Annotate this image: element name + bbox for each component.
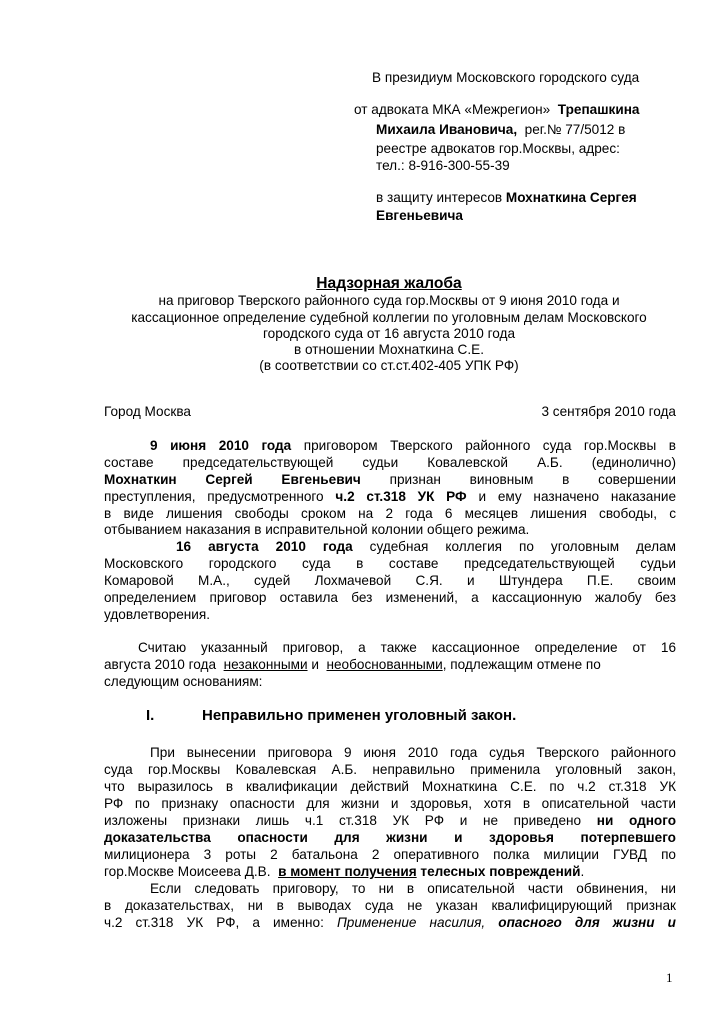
para3-line-5: изложены признаки лишь ч.1 ст.318 УК РФ и не приведено ни одного (104, 813, 677, 828)
title-line-3: городского суда от 16 августа 2010 года (262, 326, 516, 341)
document-title: Надзорная жалоба (316, 275, 462, 292)
para1-line-6: отбыванием наказания в исправительной колонии общего режима. (104, 522, 530, 537)
para3-line-6: доказательства опасности для жизни и здоровья потерпевшего (104, 830, 676, 845)
section-number: I. (146, 707, 155, 724)
defense-line-2: Евгеньевича (376, 208, 463, 223)
para3-line-2: суда гор.Москвы Ковалевская А.Б. неправильно применила уголовный закон, (104, 762, 676, 777)
para1-line-2: составе председательствующей судьи Ковалевской А.Б. (единолично) (104, 455, 676, 470)
defense-line-1: в защиту интересов Мохнаткина Сергея (376, 190, 637, 205)
sender-phone: тел.: 8-916-300-55-39 (376, 158, 510, 173)
title-line-1: на приговор Тверского районного суда гор.Москвы от 9 июня 2010 года и (158, 293, 620, 308)
para3-line-1: При вынесении приговора 9 июня 2010 года судья Тверского районного (150, 745, 676, 760)
para3-line-4: РФ по признаку опасности для жизни и здоровья, хотя в описательной части (104, 796, 676, 811)
title-line-5: (в соответствии со ст.ст.402-405 УПК РФ) (259, 358, 519, 373)
para1-line-5: в виде лишения свободы сроком на 2 года 6 месяцев лишения свободы, с (104, 506, 676, 521)
para2-line-1: Считаю указанный приговор, а также кассационное определение от 16 (138, 640, 676, 655)
page-number: 1 (666, 970, 673, 985)
title-line-2: кассационное определение судебной коллегии по уголовным делам Московского (131, 310, 647, 325)
city: Город Москва (104, 404, 191, 419)
para3-line-9: Если следовать приговору, то ни в описательной части обвинения, ни (150, 881, 676, 896)
para1-line-4: преступления, предусмотренного ч.2 ст.318 УК РФ и ему назначено наказание (104, 489, 677, 504)
para1-line-11: удовлетворения. (104, 607, 211, 622)
para1-line-3: Мохнаткин Сергей Евгеньевич признан виновным в совершении (104, 472, 676, 487)
para3-line-7: милиционера 3 роты 2 батальона 2 оперативного полка милиции ГУВД по (104, 847, 676, 862)
para1-line-1: 9 июня 2010 года приговором Тверского районного суда гор.Москвы в (150, 438, 676, 453)
para1-line-7: 16 августа 2010 года судебная коллегия по уголовным делам (176, 539, 676, 554)
section-heading: Неправильно применен уголовный закон. (202, 707, 517, 724)
sender-line-2: Михаила Ивановича, рег.№ 77/5012 в (376, 122, 626, 137)
para2-line-2: августа 2010 года незаконными и необоснованными, подлежащим отмене по (104, 657, 601, 672)
addressee-line: В президиум Московского городского суда (372, 70, 640, 85)
para3-line-3: что выразилось в квалификации действий Мохнаткина С.Е. по ч.2 ст.318 УК (104, 779, 676, 794)
para3-line-10: в доказательствах, ни в выводах суда не указан квалифицирующий признак (104, 898, 676, 913)
para1-line-8: Московского городского суда в составе председательствующей судьи (104, 556, 676, 571)
sender-line-3: реестре адвокатов гор.Москвы, адрес: (376, 141, 620, 156)
title-line-4: в отношении Мохнаткина С.Е. (294, 342, 484, 357)
para3-line-11: ч.2 ст.318 УК РФ, а именно: Применение насилия, опасного для жизни и (104, 915, 676, 930)
para2-line-3: следующим основаниям: (104, 674, 263, 689)
para1-line-9: Комаровой М.А., судей Лохмачевой С.Я. и Штундера П.Е. своим (104, 573, 676, 588)
sender-line-1: от адвоката МКА «Межрегион» Трепашкина (354, 102, 640, 117)
para3-line-8: гор.Москве Моисеева Д.В. в момент получения телесных повреждений. (104, 864, 585, 879)
para1-line-10: определением приговор оставила без изменений, а кассационную жалобу без (104, 590, 676, 605)
document-date: 3 сентября 2010 года (541, 404, 676, 419)
